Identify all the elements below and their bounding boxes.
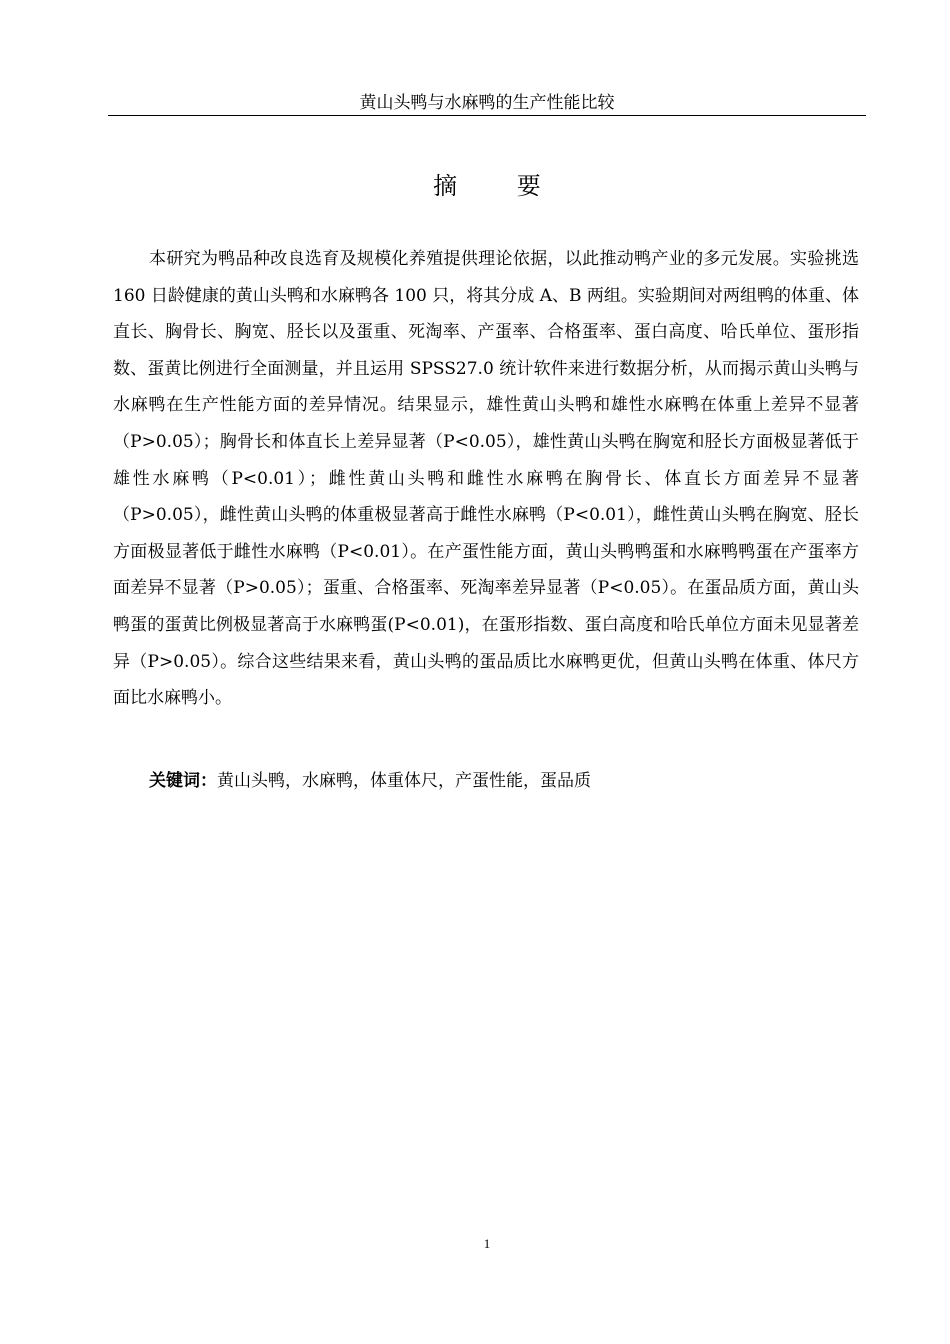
keywords-text: 黄山头鸭，水麻鸭，体重体尺，产蛋性能，蛋品质	[217, 771, 591, 791]
header-divider	[108, 115, 866, 116]
keywords-label: 关键词：	[149, 771, 217, 791]
abstract-heading: 摘 要	[433, 172, 567, 200]
keywords-line	[113, 763, 859, 799]
page-number: 1	[483, 1236, 491, 1251]
abstract-paragraph: 本研究为鸭品种改良选育及规模化养殖提供理论依据，以此推动鸭产业的多元发展。实验挑选 160 日龄健康的黄山头鸭和水麻鸭各 100 只，将其分成 A、B 两组。实验期间对两组鸭的体重、体直长、胸骨长、胸宽、胫长以及蛋重、死淘率、产蛋率、合格蛋率、蛋白高度、哈氏单位、蛋形指数、蛋黄比例进行全面测量，并且运用 SPSS27.0 统计软件来进行数据分析，从而揭示黄山头鸭与水麻鸭在生产性能方面的差异情况。结果显示，雄性黄山头鸭和雄性水麻鸭在体重上差异不显著（P>0.05）；胸骨长和体直长上差异显著（P<0.05），雄性黄山头鸭在胸宽和胫长方面极显著低于雄性水麻鸭（P<0.01）；雌性黄山头鸭和雌性水麻鸭在胸骨长、体直长方面差异不显著（P>0.05），雌性黄山头鸭的体重极显著高于雌性水麻鸭（P<0.01），雌性黄山头鸭在胸宽、胫长方面极显著低于雌性水麻鸭（P<0.01）。在产蛋性能方面，黄山头鸭鸭蛋和水麻鸭鸭蛋在产蛋率方面差异不显著（P>0.05）；蛋重、合格蛋率、死淘率差异显著（P<0.05）。在蛋品质方面，黄山头鸭蛋的蛋黄比例极显著高于水麻鸭蛋(P<0.01)，在蛋形指数、蛋白高度和哈氏单位方面未见显著差异（P>0.05）。综合这些结果来看，黄山头鸭的蛋品质比水麻鸭更优，但黄山头鸭在体重、体尺方面比水麻鸭小。	[113, 249, 859, 709]
running-header-title: 黄山头鸭与水麻鸭的生产性能比较	[359, 93, 615, 113]
